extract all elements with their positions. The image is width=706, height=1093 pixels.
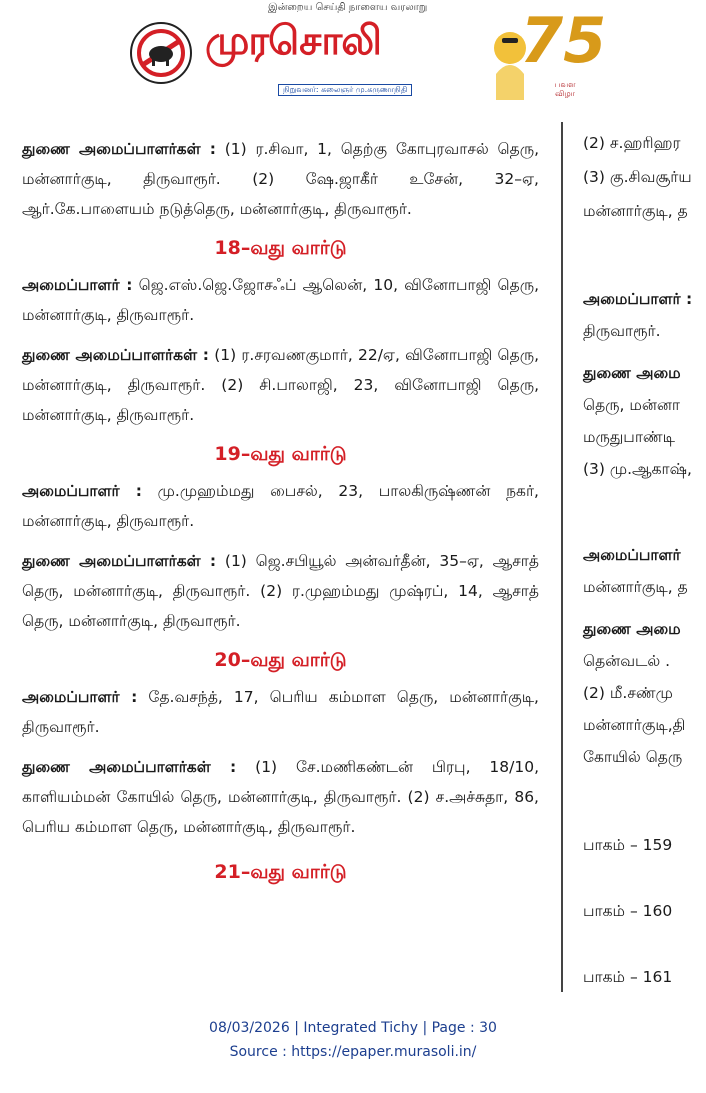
masthead-founder: நிறுவனர்: கலைஞர் மு.கருணாநிதி xyxy=(278,84,412,96)
side-line: (2) மீ.சண்மு xyxy=(583,684,673,702)
article-paragraph xyxy=(22,546,539,636)
side-line: தென்வடல் . xyxy=(583,652,671,670)
side-line: துணை அமை xyxy=(583,364,681,382)
article-paragraph xyxy=(22,134,539,224)
article-frame xyxy=(0,122,706,992)
side-line: அமைப்பாளர் : xyxy=(583,290,693,308)
paragraph-label: துணை அமைப்பாளர்கள் : xyxy=(22,552,217,570)
side-line: மன்னார்குடி,தி xyxy=(583,716,686,734)
masthead-brand: முரசொலி xyxy=(205,18,381,64)
paragraph-text: (1) சே.மணிகண்டன் பிரபு, 18/10, காளியம்மன் கோயில் தெரு, மன்னார்குடி, திருவாரூர். (2) ச.அச்சுதா, 86, பெரிய கம்மாள தெரு, மன்னார்குடி, திருவாரூர். xyxy=(22,758,539,836)
side-line: துணை அமை xyxy=(583,620,681,638)
ward-heading: 21–வது வார்டு xyxy=(214,861,347,883)
paragraph-text: (1) ர.சரவணகுமார், 22/ஏ, வினோபாஜி தெரு, மன்னார்குடி, திருவாரூர். (2) சி.பாலாஜி, 23, வினோபாஜி தெரு, மன்னார்குடி, திருவாரூர். xyxy=(22,346,540,424)
paragraph-label: துணை அமைப்பாளர்கள் : xyxy=(22,758,237,776)
footer-edition-info: 08/03/2026 | Integrated Tichy | Page : 30 xyxy=(209,1020,497,1036)
side-line: (3) கு.சிவசூர்ய xyxy=(583,168,692,186)
article-paragraph xyxy=(22,752,539,842)
side-line: தெரு, மன்னா xyxy=(583,396,681,414)
article-paragraph xyxy=(22,476,539,536)
side-line: மன்னார்குடி, த xyxy=(583,202,688,220)
footer-source-link[interactable]: Source : https://epaper.murasoli.in/ xyxy=(229,1044,477,1060)
paragraph-text: (1) ர.சிவா, 1, தெற்கு கோபுரவாசல் தெரு, மன்னார்குடி, திருவாரூர். (2) ஷே.ஜாகீர் உசேன், 32–ஏ, ஆர்.கே.பாளையம் நடுத்தெரு, மன்னார்குடி, திருவாரூர். xyxy=(22,140,539,218)
anniversary-text: பவள விழா xyxy=(554,80,576,98)
side-line: மருதுபாண்டி xyxy=(583,428,675,446)
anniversary-number: 75 xyxy=(520,4,607,77)
paragraph-label: அமைப்பாளர் : xyxy=(22,276,133,294)
side-line: பாகம் – 159 xyxy=(583,836,673,854)
side-line: பாகம் – 160 xyxy=(583,902,673,920)
ward-heading: 19–வது வார்டு xyxy=(214,443,347,465)
article-paragraph xyxy=(22,682,539,742)
side-line: (2) ச.ஹரிஹர xyxy=(583,134,681,152)
article-paragraph xyxy=(22,340,539,430)
ward-heading: 18–வது வார்டு xyxy=(214,237,347,259)
side-line: கோயில் தெரு xyxy=(583,748,683,766)
paragraph-label: அமைப்பாளர் : xyxy=(22,482,142,500)
article-paragraph xyxy=(22,270,539,330)
paragraph-text: ஜெ.எஸ்.ஜெ.ஜோசஃப் ஆலென், 10, வினோபாஜி தெரு, மன்னார்குடி, திருவாரூர். xyxy=(22,276,539,324)
side-line: மன்னார்குடி, த xyxy=(583,578,688,596)
paragraph-label: துணை அமைப்பாளர்கள் : xyxy=(22,140,216,158)
paragraph-text: மு.முஹம்மது பைசல், 23, பாலகிருஷ்ணன் நகர், மன்னார்குடி, திருவாரூர். xyxy=(22,482,539,530)
party-seal-icon xyxy=(128,20,194,86)
side-line: அமைப்பாளர் xyxy=(583,546,681,564)
side-line: திருவாரூர். xyxy=(583,322,661,340)
paragraph-text: தே.வசந்த், 17, பெரிய கம்மாள தெரு, மன்னார்குடி, திருவாரூர். xyxy=(22,688,539,736)
main-column xyxy=(22,122,539,886)
side-line: பாகம் – 161 xyxy=(583,968,673,986)
column-divider xyxy=(561,122,563,992)
paragraph-label: அமைப்பாளர் : xyxy=(22,688,138,706)
paragraph-text: (1) ஜெ.சபியூல் அன்வர்தீன், 35–ஏ, ஆசாத் தெரு, மன்னார்குடி, திருவாரூர். (2) ர.முஹம்மது முஷ்ரப், 14, ஆசாத் தெரு, மன்னார்குடி, திருவாரூர். xyxy=(22,552,540,630)
masthead-tagline: இன்றைய செய்தி நாளைய வரலாறு xyxy=(268,2,428,13)
side-line: (3) மு.ஆகாஷ், xyxy=(583,460,692,478)
masthead xyxy=(0,0,706,122)
ward-heading: 20–வது வார்டு xyxy=(214,649,347,671)
paragraph-label: துணை அமைப்பாளர்கள் : xyxy=(22,346,209,364)
